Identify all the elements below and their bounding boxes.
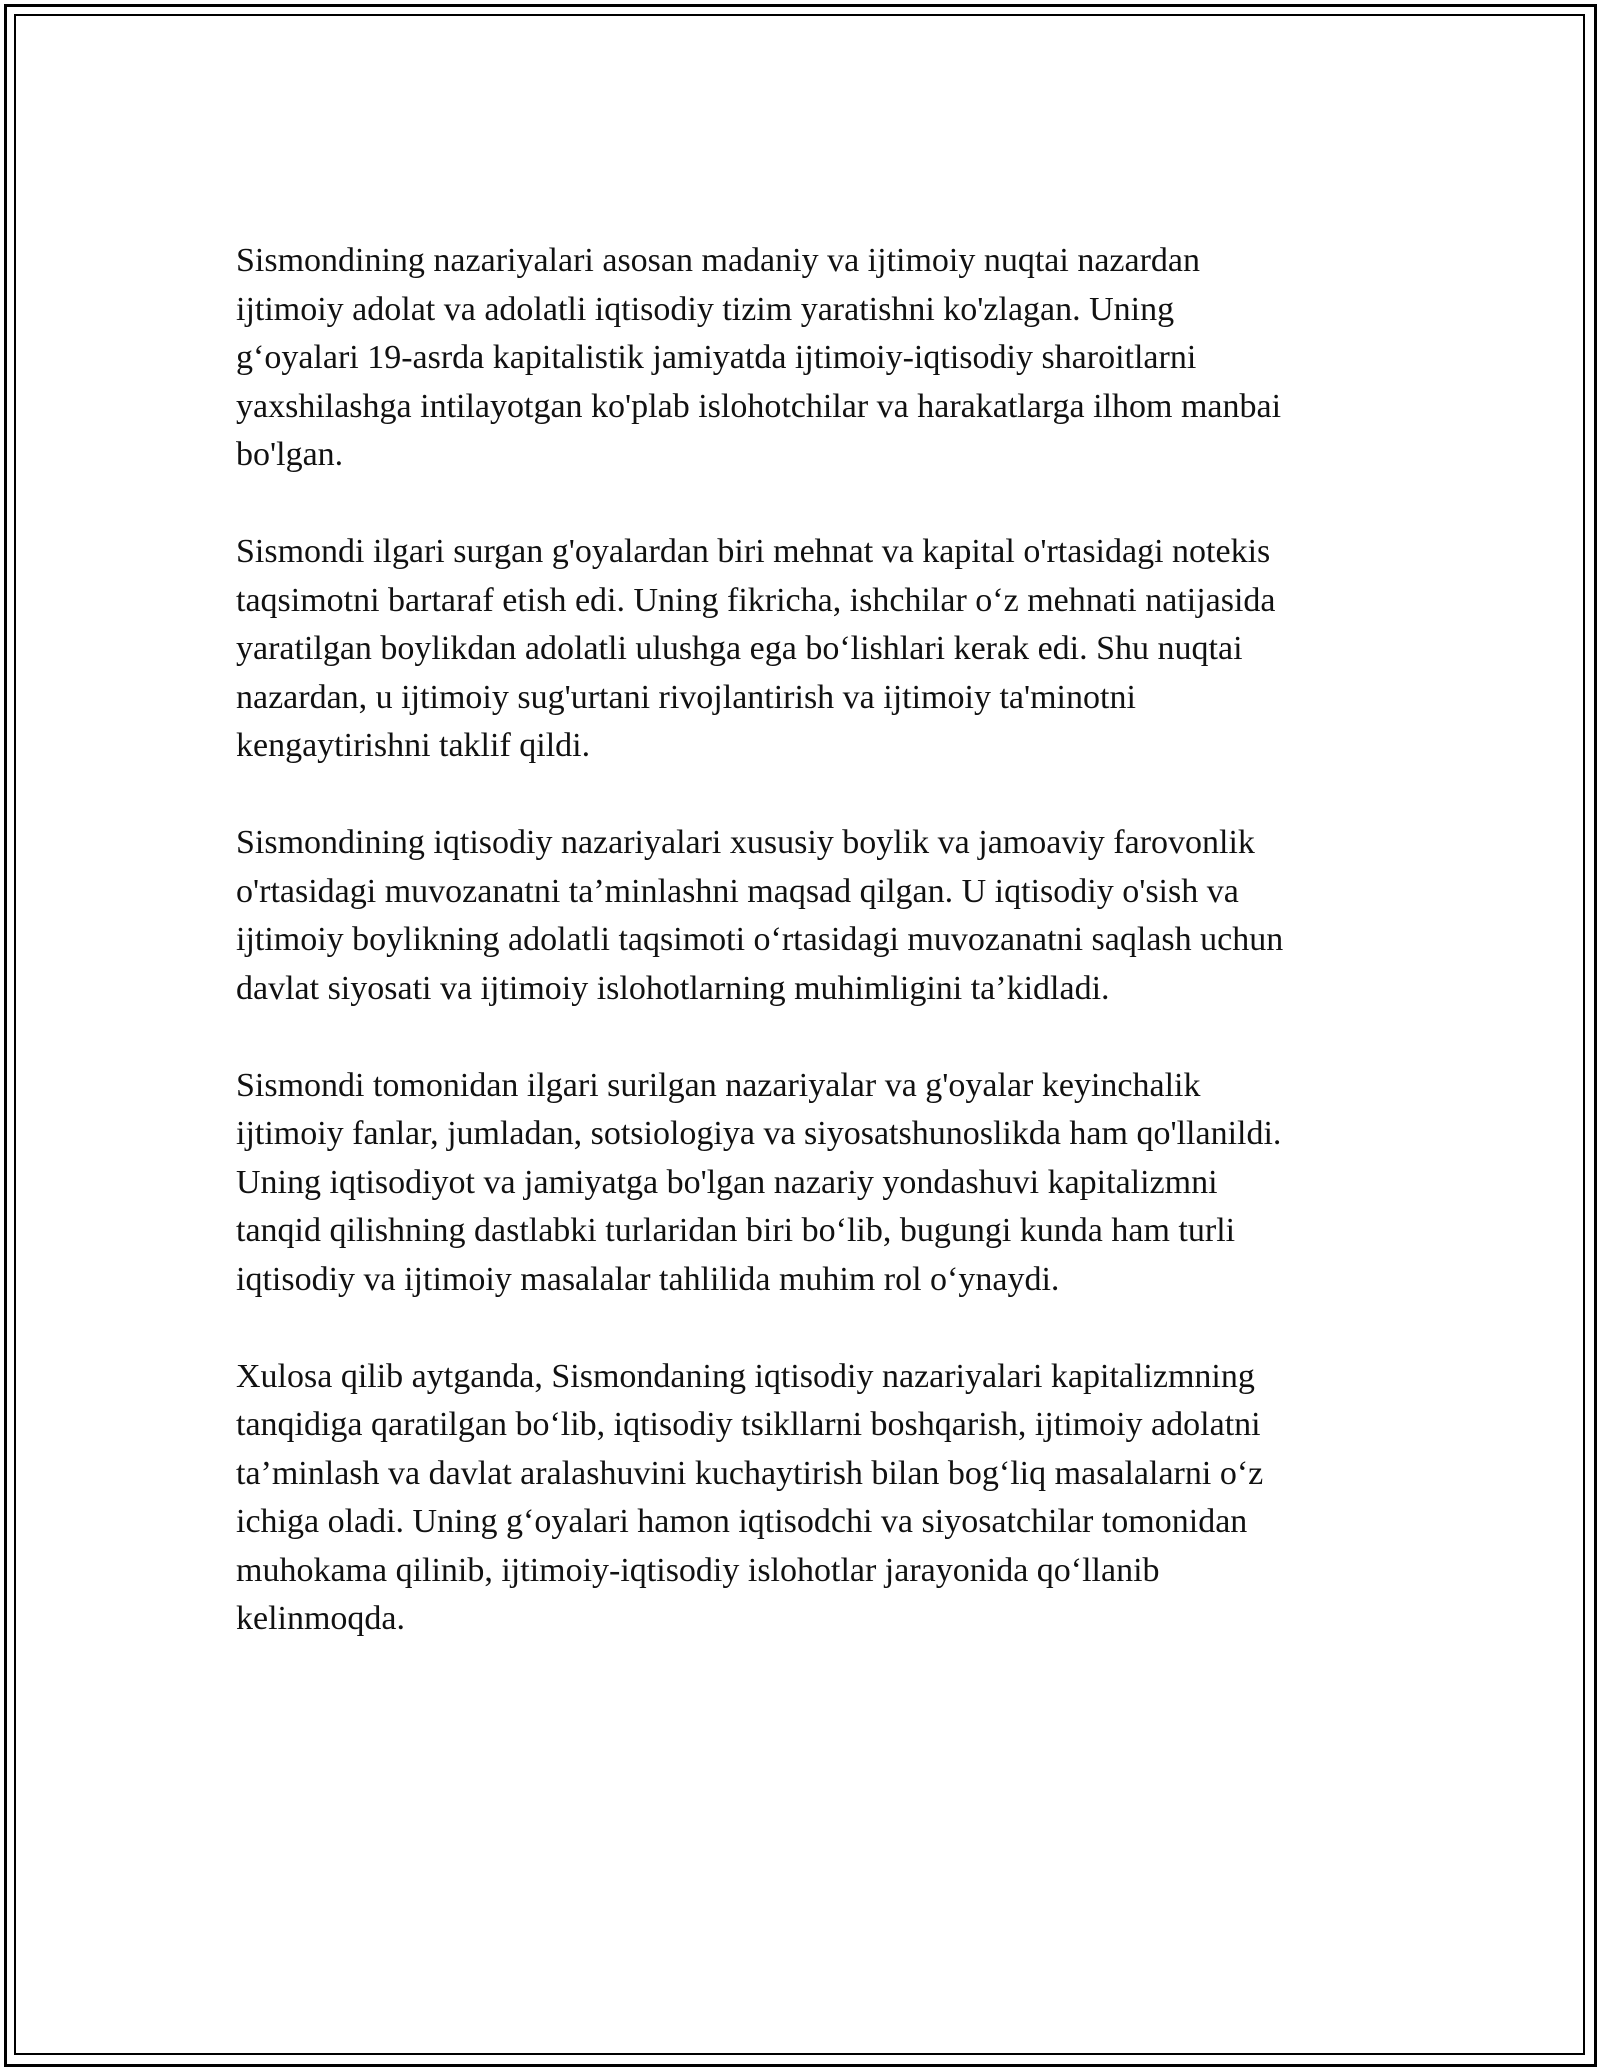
- paragraph-4: [236, 1062, 1416, 1305]
- text-line: kelinmoqda.: [236, 1600, 406, 1637]
- text-line: muhokama qilinib, ijtimoiy-iqtisodiy islohotlar jarayonida qo‘llanib: [236, 1551, 1160, 1589]
- text-line: yaratilgan boylikdan adolatli ulushga ega bo‘lishlari kerak edi. Shu nuqtai: [236, 630, 1243, 667]
- text-line: ichiga oladi. Uning g‘oyalari hamon iqtisodchi va siyosatchilar tomonidan: [236, 1503, 1248, 1540]
- paragraph-2: [236, 528, 1416, 771]
- text-line: taqsimotni bartaraf etish edi. Uning fikricha, ishchilar o‘z mehnati natijasida: [236, 581, 1276, 619]
- text-line: nazardan, u ijtimoiy sug'urtani rivojlantirish va ijtimoiy ta'minotni: [236, 678, 1136, 716]
- text-line: g‘oyalari 19-asrda kapitalistik jamiyatda ijtimoiy-iqtisodiy sharoitlarni: [236, 339, 1197, 376]
- text-line: yaxshilashga intilayotgan ko'plab islohotchilar va harakatlarga ilhom manbai: [236, 387, 1282, 425]
- text-line: Uning iqtisodiyot va jamiyatga bo'lgan nazariy yondashuvi kapitalizmni: [236, 1163, 1218, 1201]
- text-line: Sismondining nazariyalari asosan madaniy va ijtimoiy nuqtai nazardan: [236, 242, 1201, 279]
- text-line: Sismondi tomonidan ilgari surilgan nazariyalar va g'oyalar keyinchalik: [236, 1066, 1201, 1104]
- paragraph-3: [236, 819, 1416, 1013]
- text-line: Sismondi ilgari surgan g'oyalardan biri mehnat va kapital o'rtasidagi notekis: [236, 533, 1271, 570]
- text-line: bo'lgan.: [236, 436, 344, 473]
- text-line: ijtimoiy adolat va adolatli iqtisodiy tizim yaratishni ko'zlagan. Uning: [236, 290, 1175, 328]
- text-line: davlat siyosati va ijtimoiy islohotlarning muhimligini ta’kidladi.: [236, 969, 1110, 1007]
- text-line: Xulosa qilib aytganda, Sismondaning iqtisodiy nazariyalari kapitalizmning: [236, 1357, 1255, 1395]
- paragraph-1: [236, 237, 1416, 480]
- text-line: Sismondining iqtisodiy nazariyalari xususiy boylik va jamoaviy farovonlik: [236, 824, 1255, 861]
- text-line: tanqid qilishning dastlabki turlaridan biri bo‘lib, bugungi kunda ham turli: [236, 1212, 1236, 1249]
- text-line: o'rtasidagi muvozanatni ta’minlashni maqsad qilgan. U iqtisodiy o'sish va: [236, 872, 1239, 910]
- text-line: ijtimoiy boylikning adolatli taqsimoti o‘rtasidagi muvozanatni saqlash uchun: [236, 921, 1284, 958]
- document-body: [236, 237, 1416, 1692]
- text-line: iqtisodiy va ijtimoiy masalalar tahlilida muhim rol o‘ynaydi.: [236, 1260, 1060, 1298]
- text-line: ta’minlash va davlat aralashuvini kuchaytirish bilan bog‘liq masalalarni o‘z: [236, 1454, 1264, 1492]
- text-line: tanqidiga qaratilgan bo‘lib, iqtisodiy tsikllarni boshqarish, ijtimoiy adolatni: [236, 1406, 1261, 1443]
- text-line: kengaytirishni taklif qildi.: [236, 727, 591, 764]
- text-line: ijtimoiy fanlar, jumladan, sotsiologiya va siyosatshunoslikda ham qo'llanildi.: [236, 1115, 1282, 1152]
- paragraph-5: [236, 1353, 1416, 1644]
